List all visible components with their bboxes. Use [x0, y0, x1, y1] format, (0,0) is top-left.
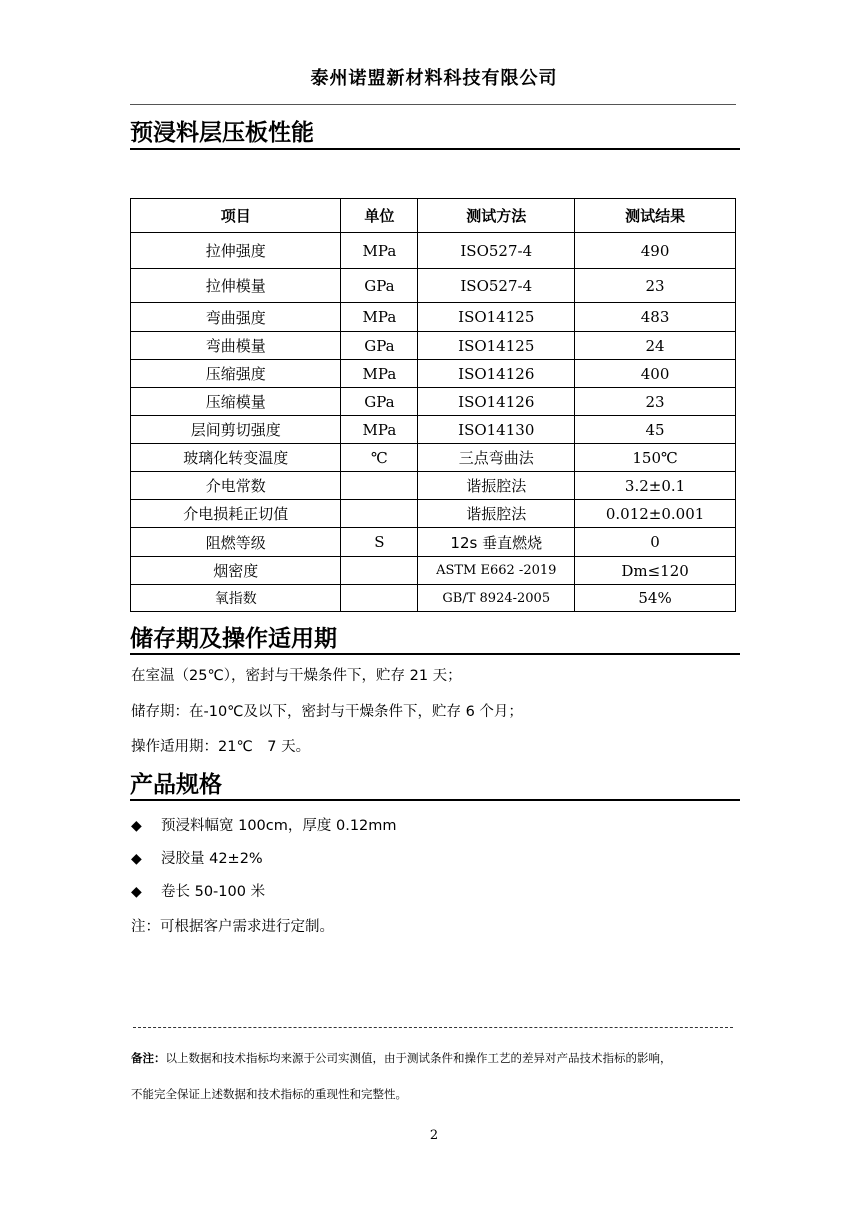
- cell-item: 拉伸模量: [131, 269, 341, 303]
- company-name: 泰州诺盟新材料科技有限公司: [310, 68, 558, 89]
- spec-bullet-text: 卷长 50-100 米: [161, 884, 266, 900]
- storage-line-working-life: 操作适用期：21℃ 7 天。: [131, 739, 311, 755]
- cell-result: 24: [575, 332, 736, 360]
- remark-label: 备注：: [131, 1051, 166, 1065]
- cell-unit: MPa: [341, 233, 418, 269]
- performance-section-title: 预浸料层压板性能: [130, 120, 314, 146]
- remark-line-2: 不能完全保证上述数据和技术指标的重现性和完整性。: [131, 1087, 407, 1101]
- table-row: [131, 416, 736, 444]
- cell-unit: MPa: [341, 360, 418, 388]
- customization-note: 注：可根据客户需求进行定制。: [131, 919, 334, 935]
- cell-item: 烟密度: [131, 557, 341, 585]
- cell-result: 490: [575, 233, 736, 269]
- cell-unit: GPa: [341, 388, 418, 416]
- table-row: [131, 332, 736, 360]
- cell-method: GB/T 8924-2005: [418, 585, 575, 612]
- cell-item: 介电常数: [131, 472, 341, 500]
- column-header-result: 测试结果: [575, 199, 736, 233]
- cell-unit: S: [341, 528, 418, 557]
- cell-method: ISO527-4: [418, 233, 575, 269]
- table-row: [131, 557, 736, 585]
- cell-unit: [341, 585, 418, 612]
- table-row: [131, 360, 736, 388]
- cell-item: 压缩强度: [131, 360, 341, 388]
- cell-method: 谐振腔法: [418, 500, 575, 528]
- column-header-unit: 单位: [341, 199, 418, 233]
- cell-method: ISO14126: [418, 388, 575, 416]
- cell-method: ISO14125: [418, 303, 575, 332]
- column-header-item: 项目: [131, 199, 341, 233]
- cell-result: 3.2±0.1: [575, 472, 736, 500]
- cell-item: 玻璃化转变温度: [131, 444, 341, 472]
- table-row: [131, 269, 736, 303]
- table-row: [131, 472, 736, 500]
- performance-table: [130, 198, 736, 612]
- storage-line-room-temp: 在室温（25℃），密封与干燥条件下，贮存 21 天；: [131, 668, 462, 684]
- diamond-bullet-icon: ◆: [131, 818, 142, 834]
- table-header-row: [131, 199, 736, 233]
- spec-bullet-text: 浸胶量 42±2%: [161, 851, 263, 867]
- cell-item: 介电损耗正切值: [131, 500, 341, 528]
- remark-text-1: 以上数据和技术指标均来源于公司实测值，由于测试条件和操作工艺的差异对产品技术指标的影响，: [165, 1051, 672, 1065]
- cell-result: 150℃: [575, 444, 736, 472]
- storage-section-title: 储存期及操作适用期: [130, 626, 337, 652]
- cell-result: 23: [575, 388, 736, 416]
- cell-method: ISO14126: [418, 360, 575, 388]
- cell-result: Dm≤120: [575, 557, 736, 585]
- table-row: [131, 500, 736, 528]
- cell-method: 三点弯曲法: [418, 444, 575, 472]
- cell-result: 45: [575, 416, 736, 444]
- cell-unit: [341, 472, 418, 500]
- table-row: [131, 585, 736, 612]
- diamond-bullet-icon: ◆: [131, 851, 142, 867]
- cell-item: 层间剪切强度: [131, 416, 341, 444]
- table-row: [131, 388, 736, 416]
- cell-method: 谐振腔法: [418, 472, 575, 500]
- cell-method: ISO527-4: [418, 269, 575, 303]
- cell-result: 0: [575, 528, 736, 557]
- cell-method: ASTM E662 -2019: [418, 557, 575, 585]
- cell-result: 54%: [575, 585, 736, 612]
- table-row: [131, 233, 736, 269]
- cell-item: 氧指数: [131, 585, 341, 612]
- storage-line-frozen: 储存期：在-10℃及以下，密封与干燥条件下，贮存 6 个月；: [131, 704, 523, 720]
- storage-section-divider: [130, 653, 740, 655]
- page-number: 2: [429, 1128, 439, 1143]
- cell-method: ISO14130: [418, 416, 575, 444]
- diamond-bullet-icon: ◆: [131, 884, 142, 900]
- list-item: [131, 847, 263, 868]
- header-divider: [130, 104, 736, 105]
- remark-line-1: [131, 1050, 741, 1066]
- table-row: [131, 303, 736, 332]
- cell-result: 483: [575, 303, 736, 332]
- table-row: [131, 444, 736, 472]
- list-item: [131, 880, 265, 901]
- cell-method: 12s 垂直燃烧: [418, 528, 575, 557]
- column-header-method: 测试方法: [418, 199, 575, 233]
- cell-unit: [341, 557, 418, 585]
- cell-item: 弯曲模量: [131, 332, 341, 360]
- cell-unit: MPa: [341, 416, 418, 444]
- performance-section-divider: [130, 148, 740, 150]
- cell-item: 压缩模量: [131, 388, 341, 416]
- list-item: [131, 814, 397, 835]
- cell-result: 23: [575, 269, 736, 303]
- cell-item: 弯曲强度: [131, 303, 341, 332]
- spec-section-divider: [130, 799, 740, 801]
- footer-dashed-divider: [133, 1027, 733, 1028]
- cell-result: 0.012±0.001: [575, 500, 736, 528]
- cell-result: 400: [575, 360, 736, 388]
- cell-unit: GPa: [341, 269, 418, 303]
- spec-bullet-text: 预浸料幅宽 100cm，厚度 0.12mm: [161, 818, 397, 834]
- table-row: [131, 528, 736, 557]
- cell-method: ISO14125: [418, 332, 575, 360]
- cell-unit: [341, 500, 418, 528]
- cell-unit: MPa: [341, 303, 418, 332]
- cell-item: 拉伸强度: [131, 233, 341, 269]
- cell-unit: GPa: [341, 332, 418, 360]
- spec-section-title: 产品规格: [130, 772, 222, 798]
- cell-item: 阻燃等级: [131, 528, 341, 557]
- cell-unit: ℃: [341, 444, 418, 472]
